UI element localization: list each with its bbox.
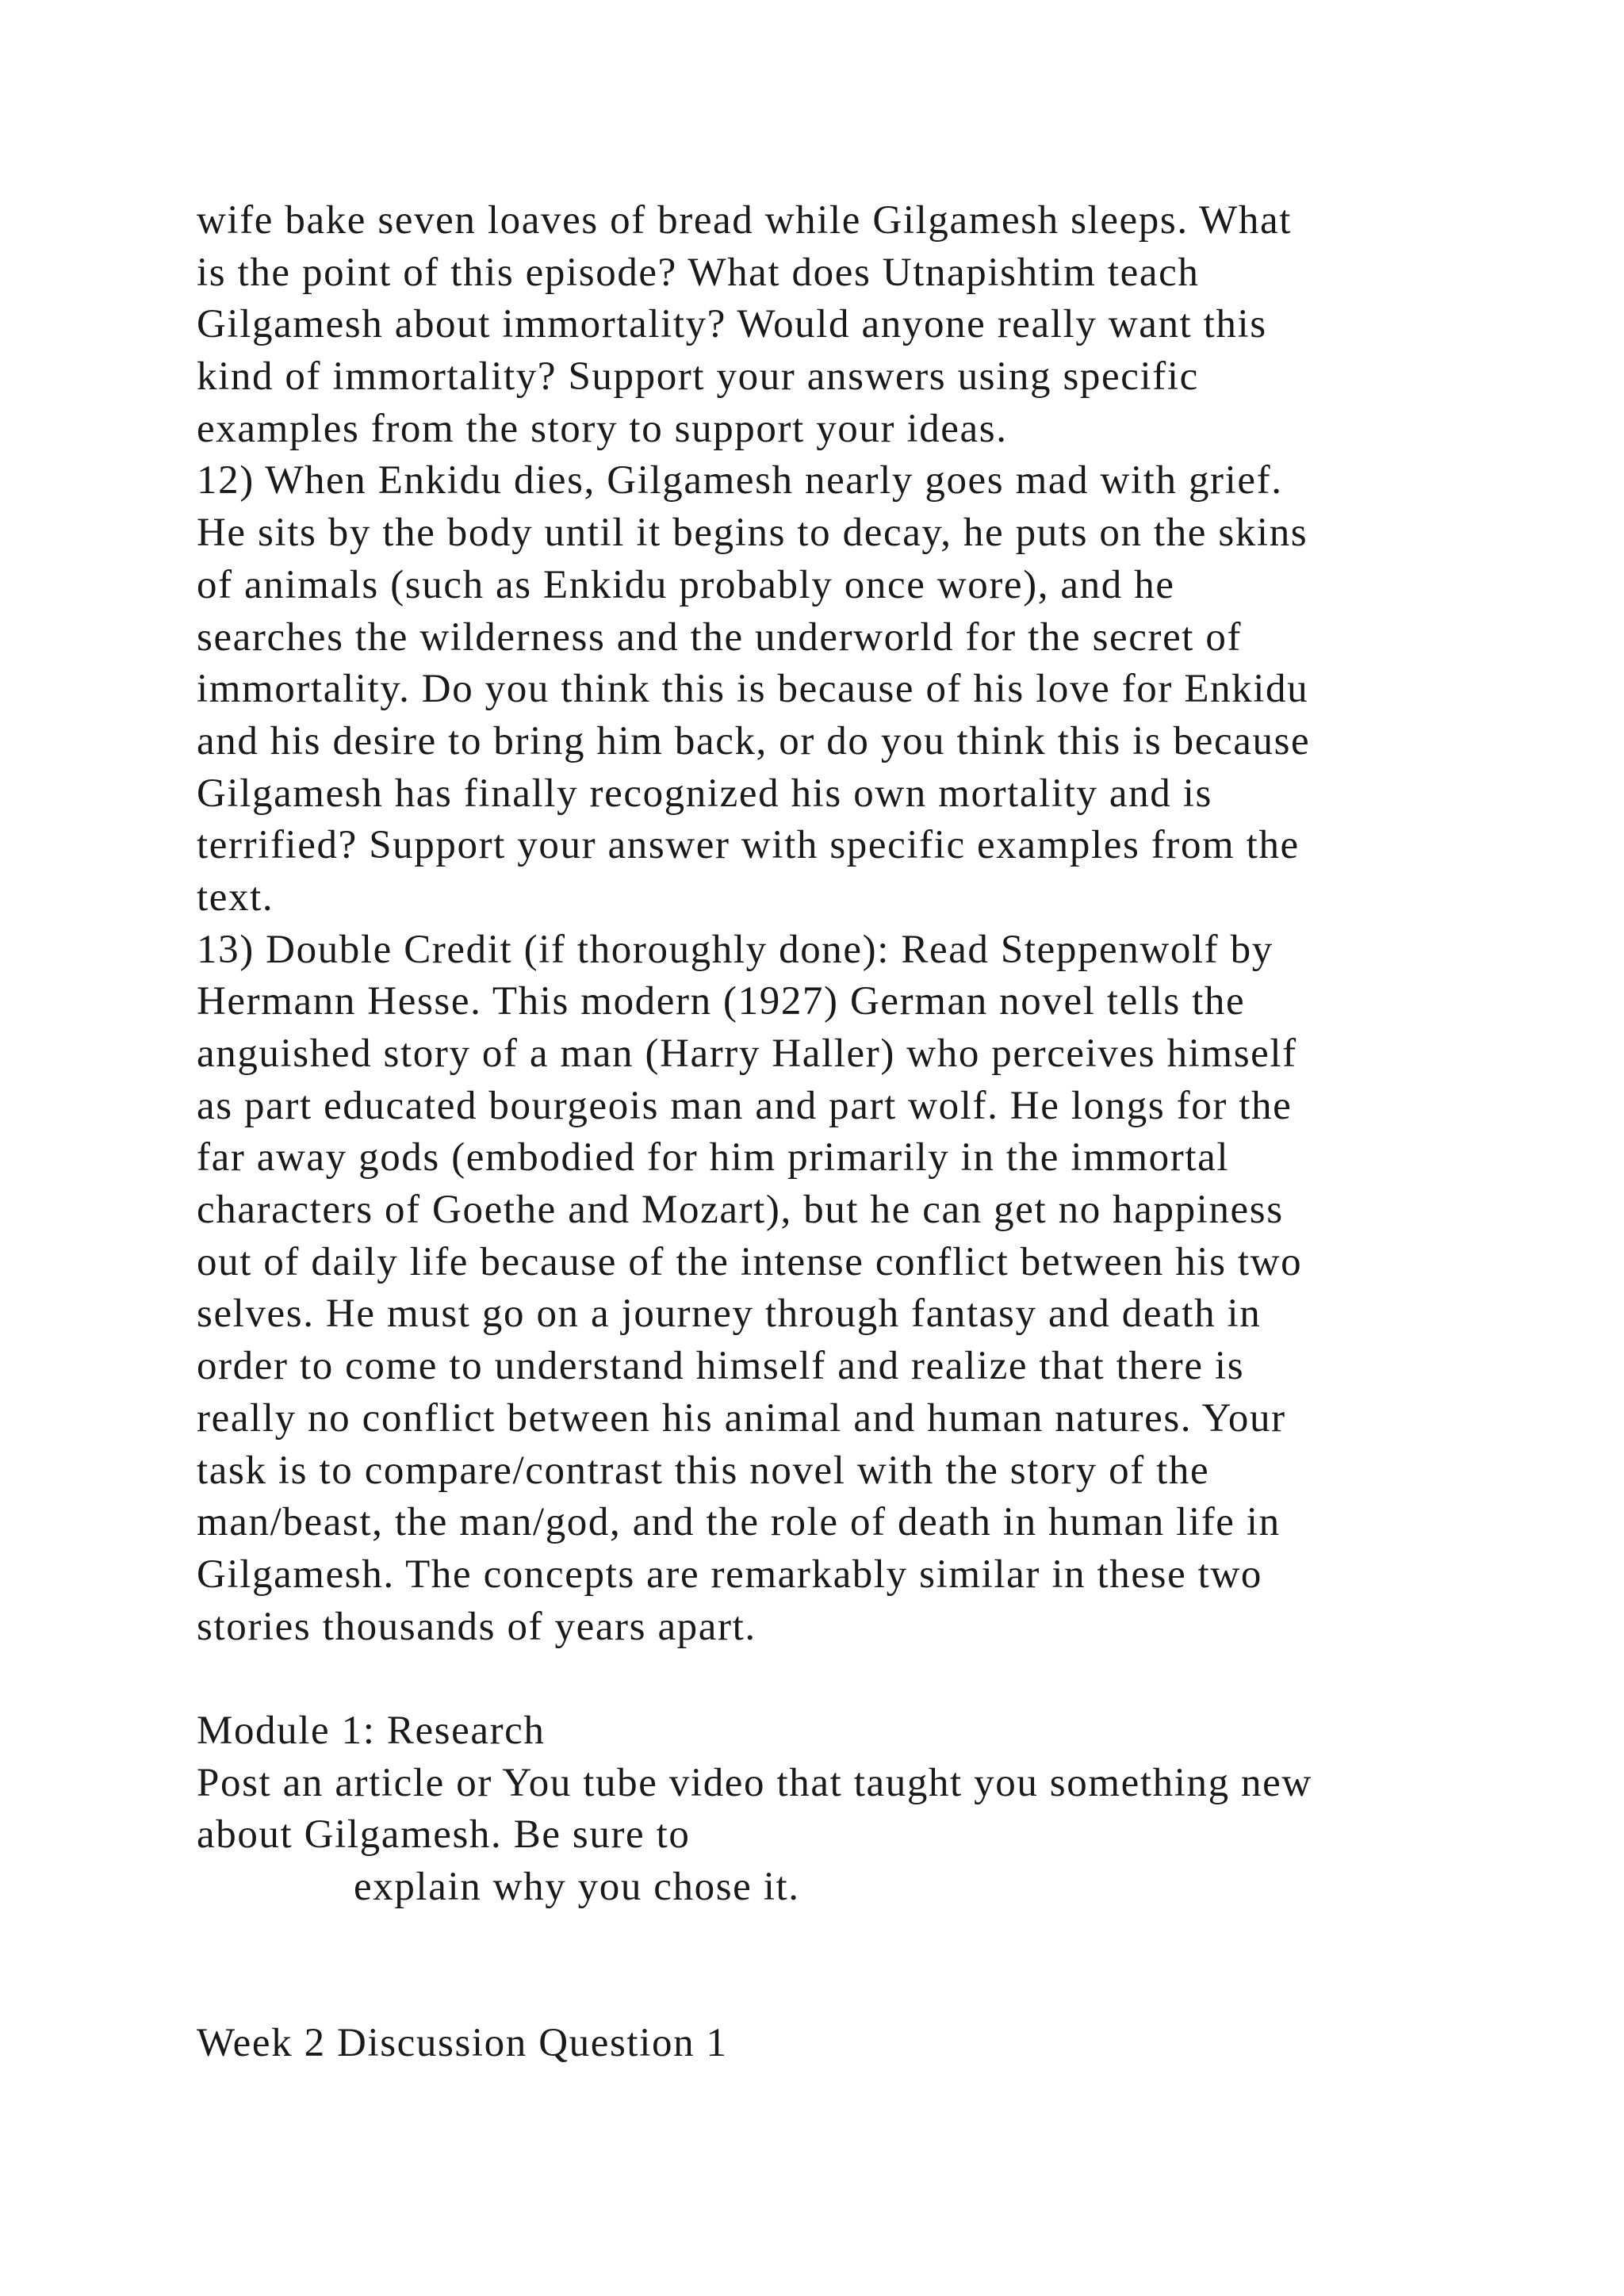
text-line: Gilgamesh has finally recognized his own mortality and is xyxy=(197,771,1212,816)
text-line: task is to compare/contrast this novel with the story of the xyxy=(197,1448,1210,1493)
text-line: examples from the story to support your ideas. xyxy=(197,406,1008,451)
text-line: searches the wilderness and the underworld for the secret of xyxy=(197,614,1243,660)
blank-line xyxy=(197,1914,1497,1966)
text-line: Hermann Hesse. This modern (1927) German novel tells the xyxy=(197,979,1246,1024)
text-line: really no conflict between his animal and human natures. Your xyxy=(197,1395,1286,1441)
question-12-start: 12) When Enkidu dies, Gilgamesh nearly goes mad with grief. xyxy=(197,458,1283,503)
module-heading: Module 1: Research xyxy=(197,1708,546,1753)
text-line: kind of immortality? Support your answers using specific xyxy=(197,354,1199,400)
discussion-heading: Week 2 Discussion Question 1 xyxy=(197,2021,728,2066)
blank-line xyxy=(197,1653,1497,1705)
text-line: order to come to understand himself and realize that there is xyxy=(197,1344,1245,1389)
indented-line: explain why you chose it. xyxy=(354,1865,800,1909)
text-line: as part educated bourgeois man and part wolf. He longs for the xyxy=(197,1083,1293,1128)
text-line: is the point of this episode? What does Utnapishtim teach xyxy=(197,250,1200,295)
text-line: about Gilgamesh. Be sure to xyxy=(197,1812,691,1858)
text-line: terrified? Support your answer with specific examples from the xyxy=(197,823,1300,868)
text-line: far away gods (embodied for him primarily in the immortal xyxy=(197,1135,1230,1181)
text-line: Gilgamesh about immortality? Would anyone really want this xyxy=(197,302,1267,347)
text-line: Post an article or You tube video that taught you something new xyxy=(197,1760,1312,1805)
document-body xyxy=(197,195,1497,2070)
text-line: of animals (such as Enkidu probably once wore), and he xyxy=(197,562,1175,607)
text-line: text. xyxy=(197,874,274,920)
text-line: and his desire to bring him back, or do you think this is because xyxy=(197,718,1311,763)
text-line: out of daily life because of the intense conflict between his two xyxy=(197,1239,1303,1284)
text-line: man/beast, the man/god, and the role of death in human life in xyxy=(197,1500,1281,1545)
blank-line xyxy=(197,1965,1497,2018)
text-line: stories thousands of years apart. xyxy=(197,1604,756,1649)
text-line: anguished story of a man (Harry Haller) who perceives himself xyxy=(197,1031,1297,1076)
text-line: wife bake seven loaves of bread while Gilgamesh sleeps. What xyxy=(197,198,1292,243)
text-line: characters of Goethe and Mozart), but he can get no happiness xyxy=(197,1188,1284,1233)
text-line: Gilgamesh. The concepts are remarkably similar in these two xyxy=(197,1552,1262,1597)
question-13-start: 13) Double Credit (if thoroughly done): Read Steppenwolf by xyxy=(197,927,1274,972)
text-line: selves. He must go on a journey through fantasy and death in xyxy=(197,1292,1262,1337)
text-line: He sits by the body until it begins to decay, he puts on the skins xyxy=(197,511,1308,556)
text-line: immortality. Do you think this is because of his love for Enkidu xyxy=(197,667,1309,712)
